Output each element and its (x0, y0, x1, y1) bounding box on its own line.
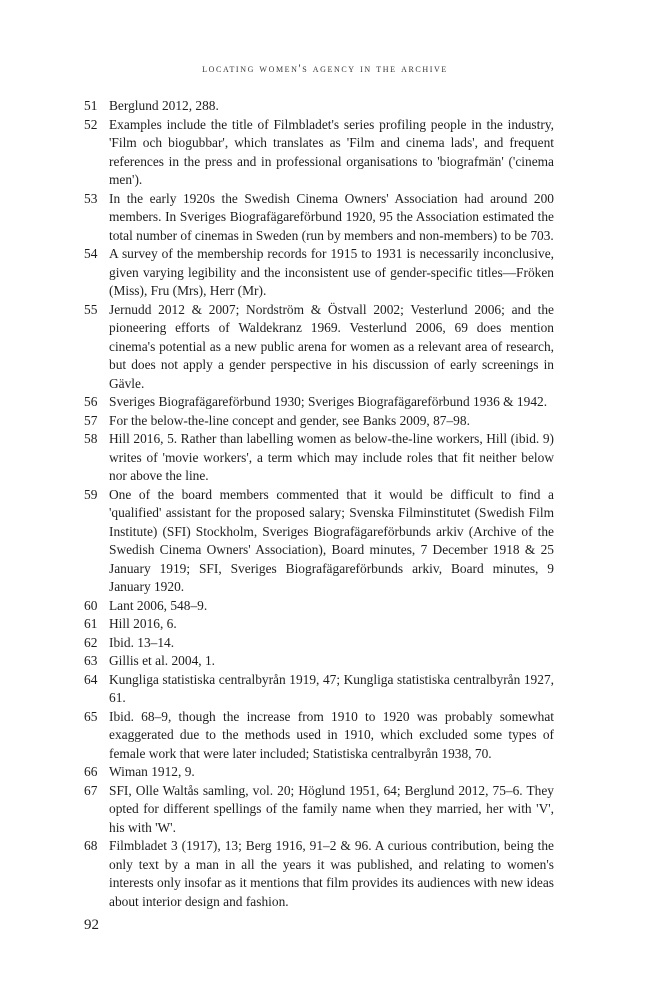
endnote (84, 486, 554, 597)
endnote (84, 652, 554, 671)
note-number: 66 (84, 764, 98, 779)
note-text: Kungliga statistiska centralbyrån 1919, 47; Kungliga statistiska centralbyrån 1927, 61. (109, 671, 554, 705)
endnote (84, 782, 554, 838)
endnotes-list (84, 97, 554, 911)
endnote (84, 597, 554, 616)
note-text: Gillis et al. 2004, 1. (109, 653, 216, 668)
endnote (84, 245, 554, 301)
note-text: Examples include the title of Filmbladet's series profiling people in the industry, 'Film och biogubbar', which translates as 'Film and cinema lads', and frequent references in the press and in professional organisations to 'biografmän' ('cinema men'). (109, 116, 554, 187)
endnote (84, 430, 554, 486)
note-text: Hill 2016, 5. Rather than labelling women as below-the-line workers, Hill (ibid. 9) writes of 'movie workers', a term which may include roles that fit neither below nor above the line. (109, 431, 554, 483)
running-head: locating women's agency in the archive (202, 63, 448, 75)
page-number: 92 (84, 917, 99, 933)
endnote (84, 837, 554, 911)
endnote (84, 634, 554, 653)
note-text: Ibid. 68–9, though the increase from 1910 to 1920 was probably somewhat exaggerated due to the methods used in 1910, which excluded some types of female work that were later included; Statistiska centralbyrån 1938, 70. (109, 708, 554, 761)
endnote (84, 301, 554, 394)
note-number: 59 (84, 486, 98, 502)
endnote (84, 671, 554, 708)
note-number: 54 (84, 246, 98, 261)
note-number: 60 (84, 597, 98, 613)
note-number: 51 (84, 98, 98, 113)
note-number: 62 (84, 634, 98, 650)
note-text: Filmbladet 3 (1917), 13; Berg 1916, 91–2 & 96. A curious contribution, being the only text by a man in all the years it was published, and relating to women's interests only insofar as it mentions that film provides its audiences with new ideas about interior design and fashion. (109, 838, 554, 909)
note-text: Sveriges Biografägareförbund 1930; Sveriges Biografägareförbund 1936 & 1942. (109, 394, 548, 409)
note-number: 53 (84, 190, 98, 206)
note-number: 67 (84, 782, 98, 798)
note-number: 58 (84, 431, 98, 446)
endnote (84, 615, 554, 634)
note-text: Lant 2006, 548–9. (109, 597, 208, 613)
endnote (84, 116, 554, 190)
note-number: 63 (84, 653, 98, 668)
note-text: Wiman 1912, 9. (109, 764, 195, 779)
endnote (84, 393, 554, 412)
note-text: A survey of the membership records for 1915 to 1931 is necessarily inconclusive, given varying legibility and the inconsistent use of gender-specific titles—Fröken (Miss), Fru (Mrs), Herr (Mr). (109, 246, 554, 298)
note-number: 61 (84, 616, 98, 631)
note-number: 56 (84, 394, 98, 409)
note-text: For the below-the-line concept and gender, see Banks 2009, 87–98. (109, 412, 470, 428)
note-number: 52 (84, 116, 98, 132)
endnote (84, 97, 554, 116)
note-text: Ibid. 13–14. (109, 634, 175, 650)
note-text: One of the board members commented that it would be difficult to find a 'qualified' assistant for the proposed salary; Svenska Filminstitutet (Swedish Film Institute) (SFI) Stockholm, Sveriges Biografägareförbunds arkiv (Archive of the Swedish Cinema Owners' Association), Board minutes, 7 December 1918 & 25 January 1919; SFI, Sveriges Biografägareförbunds arkiv, Board minutes, 9 January 1920. (109, 486, 554, 594)
note-text: In the early 1920s the Swedish Cinema Owners' Association had around 200 members. In Sveriges Biografägareförbund 1920, 95 the Association estimated the total number of cinemas in Sweden (run by members and non-members) to be 703. (109, 190, 554, 243)
endnote (84, 190, 554, 246)
note-number: 64 (84, 671, 98, 687)
note-text: Berglund 2012, 288. (109, 98, 219, 113)
endnote (84, 708, 554, 764)
note-number: 65 (84, 708, 98, 724)
endnote (84, 763, 554, 782)
note-text: Jernudd 2012 & 2007; Nordström & Östvall 2002; Vesterlund 2006; and the pioneering efforts of Waldekranz 1969. Vesterlund 2006, 69 does mention cinema's potential as a new public arena for women as a relevant area of research, but does not apply a gender perspective in his discussion of early screenings in Gävle. (109, 301, 554, 391)
note-number: 57 (84, 412, 98, 428)
note-text: Hill 2016, 6. (109, 616, 177, 631)
endnote (84, 412, 554, 431)
note-number: 55 (84, 301, 98, 317)
note-number: 68 (84, 838, 98, 853)
note-text: SFI, Olle Waltås samling, vol. 20; Höglund 1951, 64; Berglund 2012, 75–6. They opted for different spellings of the family name when they married, her with 'V', his with 'W'. (109, 782, 554, 835)
